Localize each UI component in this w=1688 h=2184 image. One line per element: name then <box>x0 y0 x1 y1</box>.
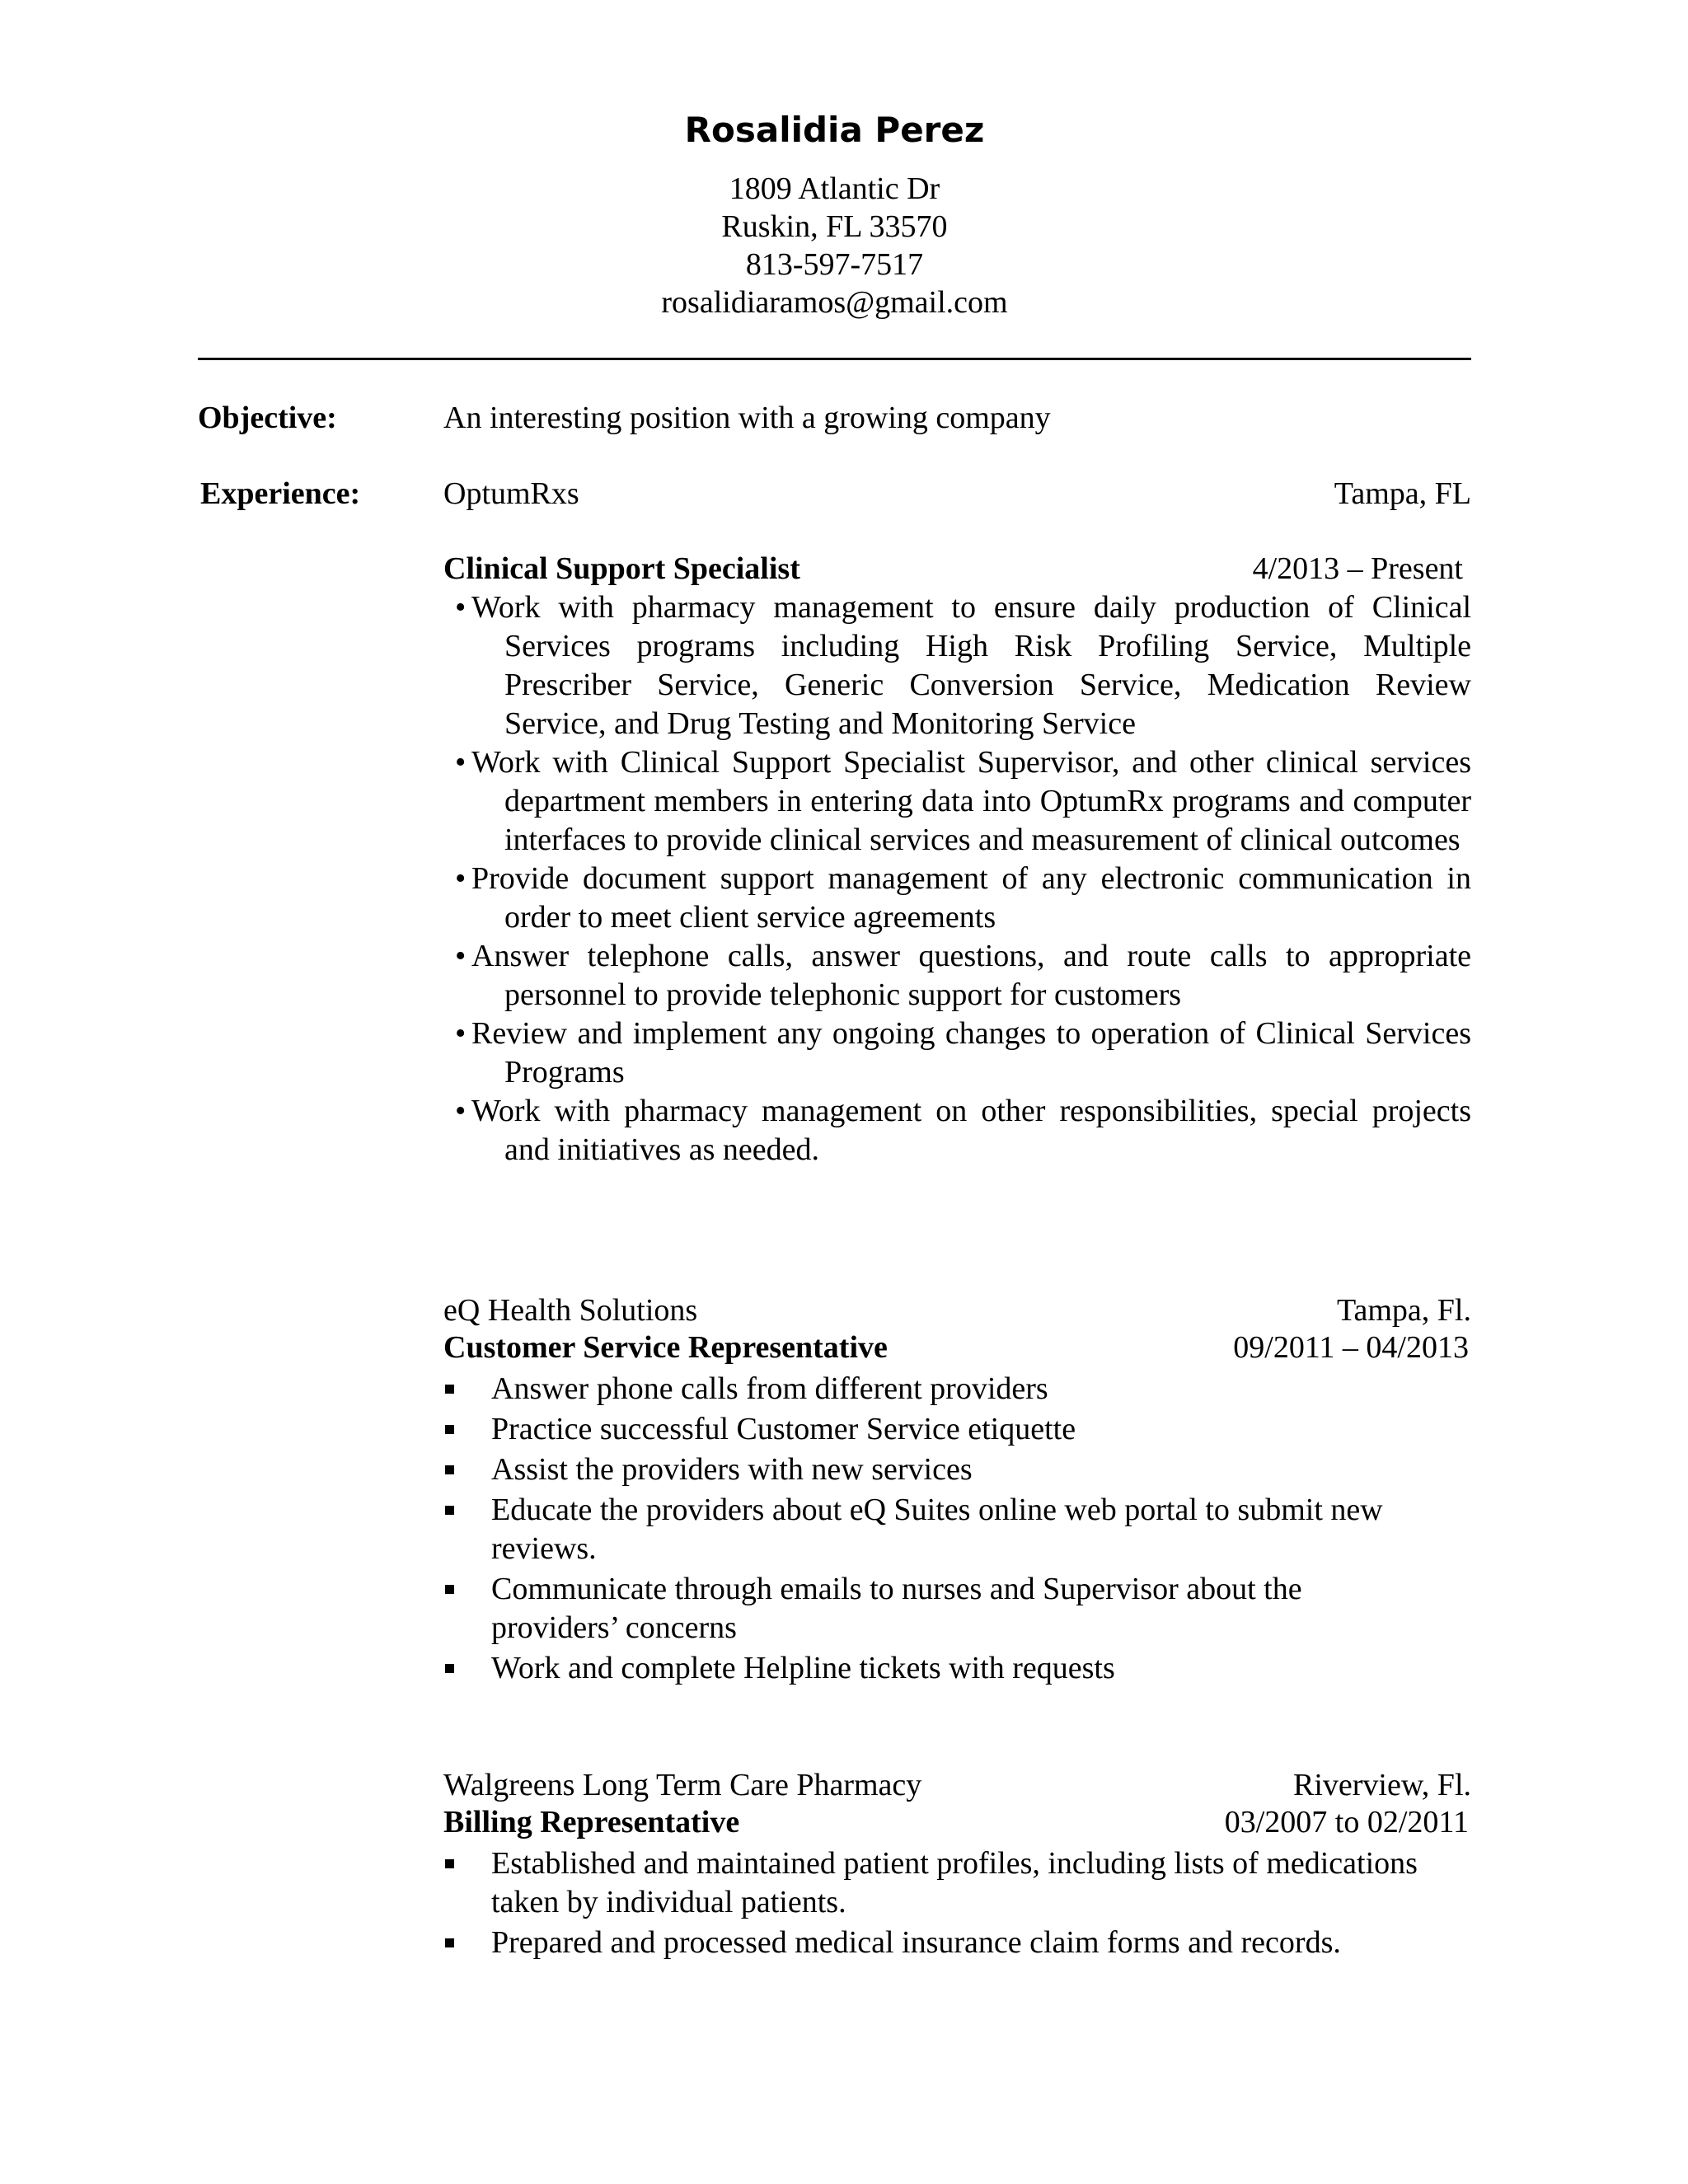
square-bullet-icon <box>445 1506 454 1515</box>
square-bullet-icon <box>445 1465 454 1474</box>
bullet-dot-icon: • <box>455 939 467 973</box>
job-2-company: eQ Health Solutions <box>443 1293 698 1328</box>
square-bullet-icon <box>445 1938 454 1947</box>
candidate-name: Rosalidia Perez <box>684 110 985 150</box>
list-item: • Work with Clinical Support Specialist Supervisor, and other clinical services department members in entering data into OptumRx programs and computer interfaces to provide clinical services and measurement of clinical outcomes <box>455 745 1471 857</box>
address-line-1: 1809 Atlantic Dr <box>729 171 940 206</box>
list-item: Work and complete Helpline tickets with requests <box>443 1649 1432 1688</box>
objective-label: Objective: <box>198 401 337 435</box>
square-bullet-icon <box>445 1859 454 1868</box>
list-item: • Answer telephone calls, answer questions, and route calls to appropriate personnel to provide telephonic support for customers <box>455 939 1471 1012</box>
objective-text: An interesting position with a growing company <box>443 401 1051 435</box>
job-1-company: OptumRxs <box>443 476 579 511</box>
list-item: Practice successful Customer Service etiquette <box>443 1410 1432 1449</box>
bullet-dot-icon: • <box>455 861 467 896</box>
job-2-bullet-list <box>443 1370 1432 1688</box>
job-3-title: Billing Representative <box>443 1805 740 1840</box>
job-3-details <box>443 1766 1471 1964</box>
job-2-title-row <box>443 1329 1471 1370</box>
list-item: Prepared and processed medical insurance claim forms and records. <box>443 1924 1457 1962</box>
list-item: Educate the providers about eQ Suites online web portal to submit new reviews. <box>443 1491 1432 1568</box>
bullet-dot-icon: • <box>455 1016 467 1051</box>
job-2-dates: 09/2011 – 04/2013 <box>1233 1330 1469 1365</box>
resume-header <box>198 105 1471 321</box>
bullet-dot-icon: • <box>455 745 467 780</box>
job-1-bullet-list <box>443 588 1471 1169</box>
square-bullet-icon <box>445 1585 454 1594</box>
email-address: rosalidiaramos@gmail.com <box>661 285 1008 320</box>
experience-label: Experience: <box>200 476 361 511</box>
job-1-title-row <box>443 550 1471 588</box>
job-1-location: Tampa, FL <box>1334 476 1471 511</box>
address-line-2: Ruskin, FL 33570 <box>721 209 948 244</box>
square-bullet-icon <box>445 1664 454 1673</box>
job-3-location: Riverview, Fl. <box>1292 1768 1471 1802</box>
job-1-details <box>443 550 1471 1169</box>
list-item: • Review and implement any ongoing changes to operation of Clinical Services Programs <box>455 1016 1471 1090</box>
job-2-title: Customer Service Representative <box>443 1330 888 1365</box>
job-3-title-row <box>443 1803 1471 1844</box>
bullet-dot-icon: • <box>455 1094 467 1128</box>
header-divider <box>198 358 1471 360</box>
list-item: Assist the providers with new services <box>443 1451 1432 1489</box>
job-2-details <box>443 1291 1471 1690</box>
job-2-location: Tampa, Fl. <box>1336 1293 1471 1328</box>
job-3-company: Walgreens Long Term Care Pharmacy <box>443 1768 922 1802</box>
job-3-dates: 03/2007 to 02/2011 <box>1224 1805 1469 1840</box>
bullet-dot-icon: • <box>455 590 467 625</box>
job-3-bullet-list <box>443 1844 1457 1962</box>
job-3-company-row <box>443 1766 1471 1803</box>
square-bullet-icon <box>445 1385 454 1394</box>
job-1-title: Clinical Support Specialist <box>443 551 800 586</box>
list-item: Answer phone calls from different providers <box>443 1370 1432 1408</box>
job-1-dates: 4/2013 – Present <box>1252 551 1463 586</box>
list-item: • Provide document support management of any electronic communication in order to meet client service agreements <box>455 861 1471 935</box>
phone-number: 813-597-7517 <box>745 247 924 282</box>
list-item: • Work with pharmacy management to ensure daily production of Clinical Services programs including High Risk Profiling Service, Multiple Prescriber Service, Generic Conversion Service, Medication Review Service, and Drug Testing and Monitoring Service <box>455 590 1471 741</box>
job-2-company-row <box>443 1291 1471 1329</box>
list-item: • Work with pharmacy management on other responsibilities, special projects and initiatives as needed. <box>455 1094 1471 1167</box>
list-item: Communicate through emails to nurses and Supervisor about the providers’ concerns <box>443 1570 1432 1647</box>
square-bullet-icon <box>445 1425 454 1434</box>
list-item: Established and maintained patient profiles, including lists of medications taken by individual patients. <box>443 1844 1457 1922</box>
